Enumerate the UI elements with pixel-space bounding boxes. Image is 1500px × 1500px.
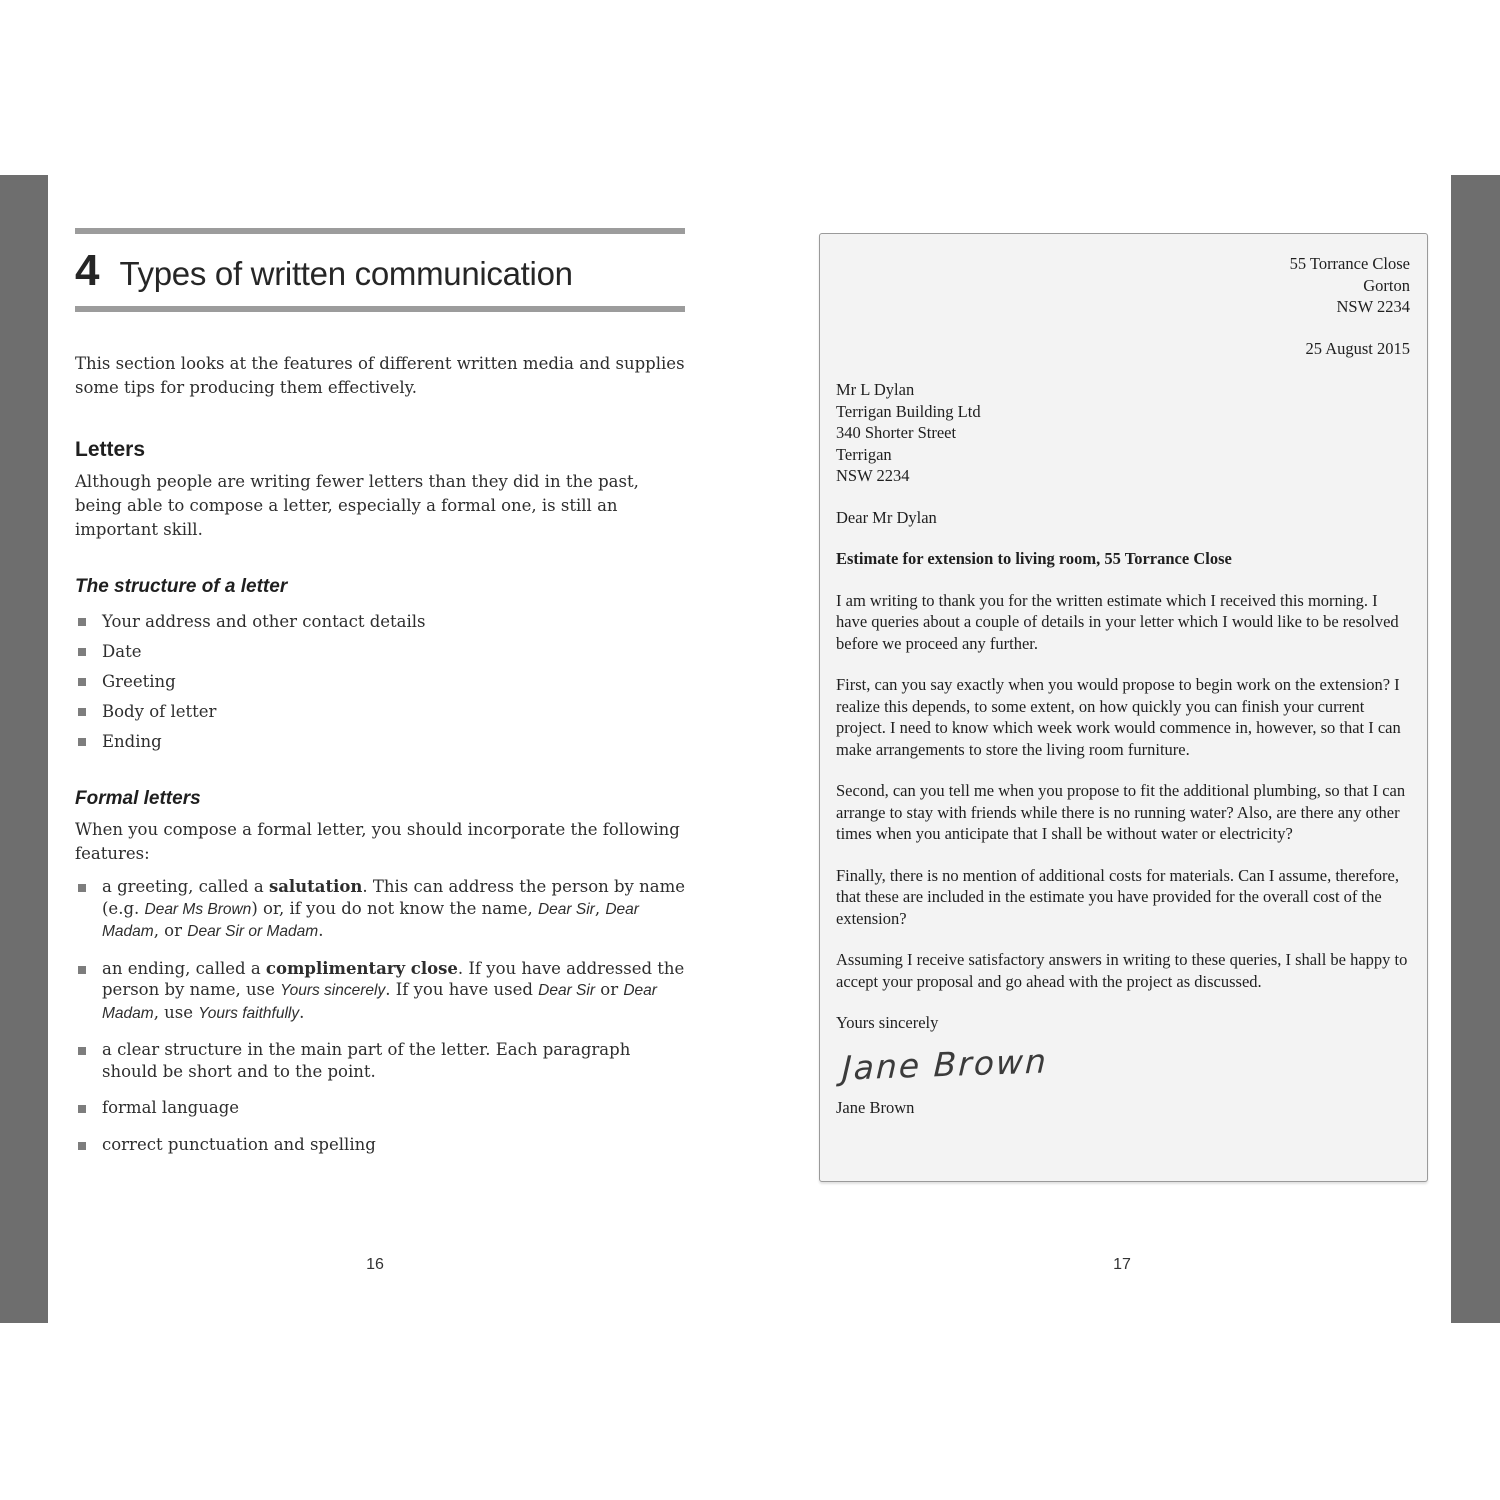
list-item: a greeting, called a salutation. This can address the person by name (e.g. Dear Ms Brown) or, if you do not know the name, Dear Sir, Dear Madam, or Dear Sir or Madam.: [75, 876, 685, 943]
recipient-line: 340 Shorter Street: [836, 423, 957, 442]
chapter-top-rule: [75, 228, 685, 234]
sample-letter: [819, 233, 1428, 1182]
structure-list: [75, 610, 685, 754]
sender-address-line: 55 Torrance Close: [1289, 254, 1410, 273]
right-margin-bar: [1451, 175, 1500, 1323]
formal-list: [75, 876, 685, 1155]
list-item: Greeting: [75, 670, 685, 694]
recipient-line: Terrigan Building Ltd: [836, 401, 981, 421]
list-item: Ending: [75, 730, 685, 754]
chapter-title: Types of written communication: [119, 255, 573, 292]
letters-heading: Letters: [75, 438, 146, 461]
chapter-heading: [75, 246, 685, 295]
left-page: [75, 228, 685, 1170]
recipient-line: Mr L Dylan: [836, 380, 915, 399]
list-item: Body of letter: [75, 700, 685, 724]
list-item: an ending, called a complimentary close. If you have addressed the person by name, use Yours sincerely. If you have used Dear Sir or Dear Madam, use Yours faithfully.: [75, 958, 685, 1025]
list-item: formal language: [75, 1097, 685, 1119]
letter-salutation: Dear Mr Dylan: [836, 507, 937, 527]
signature-handwriting: Jane Brown: [841, 1040, 1049, 1088]
recipient-line: Terrigan: [836, 444, 892, 464]
list-item: a clear structure in the main part of the letter. Each paragraph should be short and to the point.: [75, 1039, 685, 1082]
list-item: Date: [75, 640, 685, 664]
chapter-bottom-rule: [75, 306, 685, 312]
signatory-name: Jane Brown: [836, 1098, 915, 1117]
sender-address-line: Gorton: [1363, 275, 1410, 295]
signature: [841, 1040, 1410, 1088]
letters-paragraph: Although people are writing fewer letters than they did in the past, being able to compose a letter, especially a formal one, is still an important skill.: [75, 472, 639, 539]
page-number-left: 16: [366, 1256, 384, 1273]
sender-address: [836, 253, 1410, 318]
letter-date: 25 August 2015: [1305, 338, 1410, 358]
letter-paragraph: Assuming I receive satisfactory answers in writing to these queries, I shall be happy to accept your proposal and go ahead with the project as discussed.: [836, 950, 1408, 991]
recipient-address: [836, 379, 1410, 487]
recipient-line: NSW 2234: [836, 466, 910, 485]
letter-paragraph: Finally, there is no mention of additional costs for materials. Can I assume, therefore, that these are included in the estimate you have provided for the overall cost of the extension?: [836, 865, 1399, 928]
chapter-number: 4: [75, 246, 100, 295]
letter-paragraph: Second, can you tell me when you propose to fit the additional plumbing, so that I can arrange to stay with friends while there is no running water? Also, are there any other times when you anticipate that I shall be without water or electricity?: [836, 781, 1406, 843]
formal-intro: When you compose a formal letter, you should incorporate the following features:: [75, 820, 680, 863]
list-item: Your address and other contact details: [75, 610, 685, 634]
section-intro: This section looks at the features of different written media and supplies some tips for producing them effectively.: [75, 354, 685, 397]
letter-subject: Estimate for extension to living room, 55 Torrance Close: [836, 549, 1232, 568]
page-number-right: 17: [1113, 1256, 1131, 1273]
letter-closing: Yours sincerely: [836, 1013, 939, 1032]
letter-paragraph: I am writing to thank you for the written estimate which I received this morning. I have queries about a couple of details in your letter which I would like to be resolved before we proceed any further.: [836, 590, 1399, 653]
sender-address-line: NSW 2234: [1336, 297, 1410, 316]
structure-subheading: The structure of a letter: [75, 576, 288, 597]
list-item: correct punctuation and spelling: [75, 1134, 685, 1156]
formal-subheading: Formal letters: [75, 788, 201, 809]
left-margin-bar: [0, 175, 48, 1323]
letter-paragraph: First, can you say exactly when you would propose to begin work on the extension? I realize this depends, to some extent, on how quickly you can finish your current project. I need to know which week work would commence in, however, so that I can make arrangements to store the living room furniture.: [836, 675, 1401, 759]
